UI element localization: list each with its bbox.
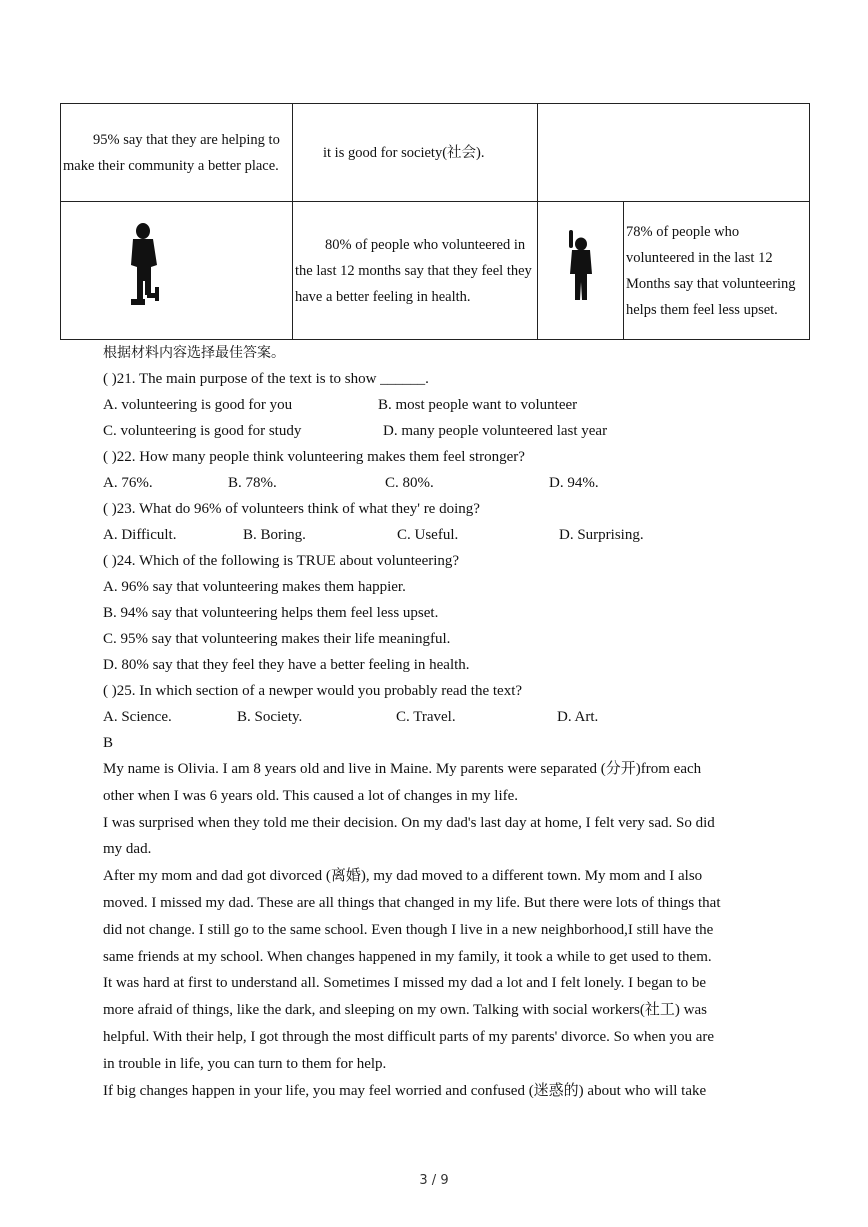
- option[interactable]: B. 94% say that volunteering helps them feel less upset.: [103, 605, 439, 621]
- passage-line: I was surprised when they told me their decision. On my dad's last day at home, I felt very sad. So did: [103, 814, 715, 831]
- option[interactable]: A. 96% say that volunteering makes them happier.: [103, 579, 406, 595]
- instruction: 根据材料内容选择最佳答案。: [103, 345, 285, 361]
- option[interactable]: A. 76%.: [103, 475, 153, 491]
- question-stem: ( )23. What do 96% of volunteers think of what they' re doing?: [103, 501, 480, 517]
- table-cell: 78% of people who volunteered in the last 12 Months say that volunteering helps them feel less upset.: [624, 202, 810, 340]
- option[interactable]: B. Society.: [237, 709, 303, 725]
- option[interactable]: C. volunteering is good for study: [103, 423, 302, 439]
- section-label: B: [103, 735, 114, 751]
- option-row: [103, 418, 768, 444]
- option[interactable]: B. 78%.: [228, 475, 277, 491]
- passage-line: other when I was 6 years old. This caused a lot of changes in my life.: [103, 787, 519, 804]
- option[interactable]: C. 95% say that volunteering makes their life meaningful.: [103, 631, 451, 647]
- option-row: [103, 522, 768, 548]
- raised-hand-person-icon: [566, 230, 596, 302]
- option-row: [103, 392, 768, 418]
- option[interactable]: B. most people want to volunteer: [378, 397, 578, 413]
- table-cell: 95% say that they are helping to make their community a better place.: [61, 104, 293, 202]
- passage-line: If big changes happen in your life, you may feel worried and confused (迷惑的) about who will take: [103, 1082, 707, 1099]
- table-row: [61, 104, 810, 202]
- table-row: [61, 202, 810, 340]
- option[interactable]: A. Difficult.: [103, 527, 177, 543]
- passage-line: helpful. With their help, I got through the most difficult parts of my parents' divorce. So when you are: [103, 1028, 715, 1045]
- passage-line: same friends at my school. When changes happened in my family, it took a while to get used to them.: [103, 948, 712, 965]
- passage-b: [103, 756, 768, 1104]
- option[interactable]: C. Travel.: [396, 709, 456, 725]
- option[interactable]: D. Surprising.: [559, 527, 644, 543]
- option[interactable]: D. many people volunteered last year: [383, 423, 608, 439]
- person-silhouette-icon: [117, 221, 177, 311]
- option-row: [103, 470, 768, 496]
- passage-line: in trouble in life, you can turn to them for help.: [103, 1055, 387, 1072]
- page-number: 3 / 9: [419, 1173, 449, 1188]
- option[interactable]: D. 94%.: [549, 475, 599, 491]
- passage-line: After my mom and dad got divorced (离婚), my dad moved to a different town. My mom and I also: [103, 868, 703, 885]
- question-stem: ( )21. The main purpose of the text is to show ______.: [103, 371, 429, 387]
- passage-line: moved. I missed my dad. These are all things that changed in my life. But there were lots of things that: [103, 894, 721, 911]
- question-stem: ( )25. In which section of a newper would you probably read the text?: [103, 683, 523, 699]
- option[interactable]: D. 80% say that they feel they have a better feeling in health.: [103, 657, 470, 673]
- passage-line: My name is Olivia. I am 8 years old and live in Maine. My parents were separated (分开)from each: [103, 761, 702, 777]
- option-row: [103, 704, 768, 730]
- table-cell: it is good for society(社会).: [293, 104, 538, 202]
- passage-line: more afraid of things, like the dark, and sleeping on my own. Talking with social workers(社工) was: [103, 1002, 707, 1019]
- option[interactable]: B. Boring.: [243, 527, 306, 543]
- passage-line: did not change. I still go to the same school. Even though I live in a new neighborhood,I still have the: [103, 921, 714, 938]
- table-cell: 80% of people who volunteered in the last 12 months say that they feel they have a better feeling in health.: [293, 202, 538, 340]
- passage-line: It was hard at first to understand all. Sometimes I missed my dad a lot and I felt lonely. I began to be: [103, 975, 707, 992]
- question-stem: ( )24. Which of the following is TRUE about volunteering?: [103, 553, 460, 569]
- statistics-table: [60, 103, 810, 340]
- table-cell: [61, 202, 293, 340]
- option[interactable]: C. Useful.: [397, 527, 459, 543]
- passage-line: my dad.: [103, 841, 152, 858]
- option[interactable]: A. volunteering is good for you: [103, 397, 293, 413]
- table-cell: [538, 202, 624, 340]
- option[interactable]: C. 80%.: [385, 475, 434, 491]
- question-stem: ( )22. How many people think volunteering makes them feel stronger?: [103, 449, 525, 465]
- table-cell: [538, 104, 810, 202]
- option[interactable]: D. Art.: [557, 709, 599, 725]
- questions-section: [103, 340, 768, 1104]
- option[interactable]: A. Science.: [103, 709, 172, 725]
